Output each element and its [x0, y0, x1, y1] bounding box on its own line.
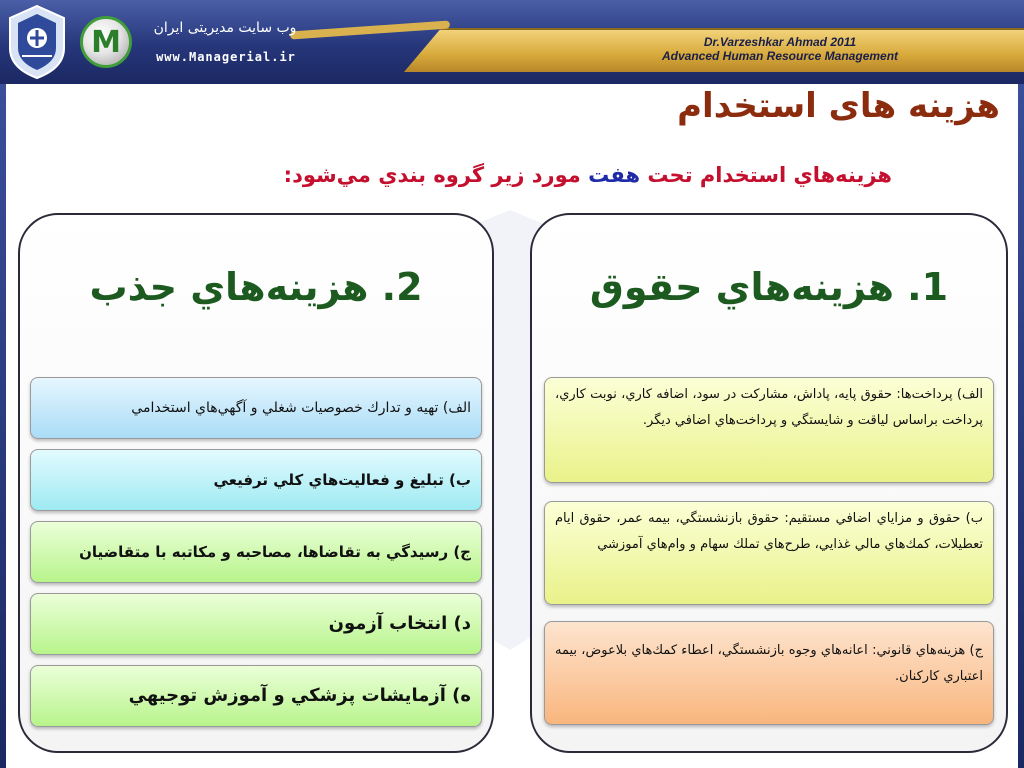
panel-recruitment-costs [18, 213, 494, 753]
author-line-2: Advanced Human Resource Management [661, 49, 899, 63]
site-name-fa: وب سایت مدیریتی ایران [153, 20, 297, 36]
recruitment-item-job-ads: الف) تهيه و تدارك خصوصيات شغلي و آگهي‌هاي استخدامي [30, 377, 482, 439]
salary-item-direct-benefits: ب) حقوق و مزاياي اضافي مستقيم: حقوق بازنشستگي، بيمه عمر، حقوق ايام تعطيلات، كمك‌هاي مالي غذايي، طرح‌هاي تملك سهام و وام‌هاي آموزشي [544, 501, 994, 605]
university-emblem-icon [6, 4, 68, 80]
logo-letter: M [91, 24, 121, 60]
subtitle-highlight: هفت [588, 163, 641, 187]
subtitle [112, 163, 892, 187]
salary-item-payments: الف) پرداخت‌ها: حقوق پايه، پاداش، مشاركت در سود، اضافه كاري، نوبت كاري، پرداخت براساس لياقت و شايستگي و پرداخت‌هاي اضافي ديگر. [544, 377, 994, 483]
header-banner [0, 0, 1024, 84]
recruitment-item-medical-orientation: ه) آزمايشات پزشكي و آموزش توجيهي [30, 665, 482, 727]
site-url: www.Managerial.ir [156, 50, 296, 64]
author-line-1: Dr.Varzeshkar Ahmad 2011 [703, 35, 857, 49]
panel-heading-recruitment: 2. هزينه‌هاي جذب [89, 265, 423, 309]
salary-item-legal-costs: ج) هزينه‌هاي قانوني: اعانه‌هاي وجوه بازنشستگي، اعطاء كمك‌هاي بلاعوض، بيمه اعتباري كاركنان. [544, 621, 994, 725]
recruitment-item-interviews: ج) رسيدگي به تقاضاها، مصاحبه و مكاتبه با متقاضيان [30, 521, 482, 583]
managerial-m-logo-icon [80, 16, 132, 68]
banner-swoosh [290, 20, 450, 39]
panel-salary-costs [530, 213, 1008, 753]
recruitment-item-test-selection: د) انتخاب آزمون [30, 593, 482, 655]
page-title: هزینه های استخدام [677, 86, 1000, 126]
panel-heading-salary: 1. هزينه‌هاي حقوق [589, 265, 949, 309]
subtitle-part-2: مورد زير گروه بندي مي‌شود: [283, 163, 581, 187]
subtitle-part-1: هزينه‌هاي استخدام تحت [647, 163, 892, 187]
left-frame [0, 84, 6, 768]
recruitment-item-promotion: ب) تبليغ و فعاليت‌هاي كلي ترفيعي [30, 449, 482, 511]
author-block [560, 35, 1000, 63]
right-frame [1018, 84, 1024, 768]
